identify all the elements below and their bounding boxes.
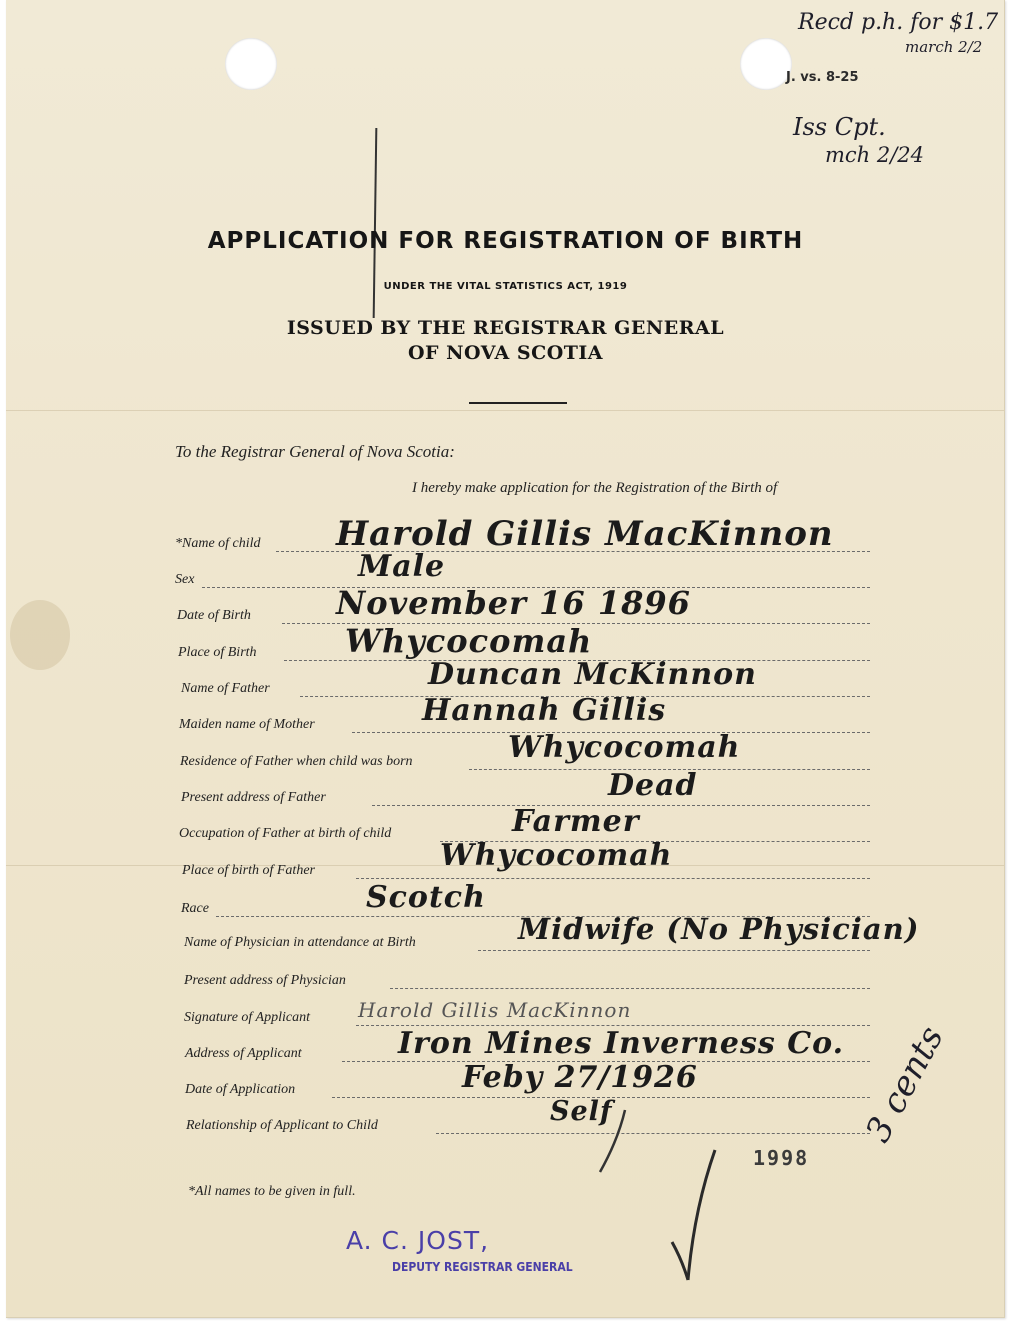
footnote: *All names to be given in full. <box>188 1184 356 1199</box>
field-value-father-name: Duncan McKinnon <box>428 657 757 692</box>
field-value-applicant-signature: Harold Gillis MacKinnon <box>358 998 632 1022</box>
issuer-line: ISSUED BY THE REGISTRAR GENERAL <box>286 317 725 339</box>
field-label-applicant-signature: Signature of Applicant <box>184 1010 310 1025</box>
field-label-date-of-birth: Date of Birth <box>177 608 251 623</box>
registration-number-stamp: 1998 <box>753 1146 810 1170</box>
field-label-father-birthplace: Place of birth of Father <box>182 863 315 878</box>
pencil-stroke <box>600 1110 625 1172</box>
field-value-father-address: Dead <box>608 768 698 803</box>
field-value-sex: Male <box>358 549 446 584</box>
field-line <box>390 988 870 989</box>
intro-text: I hereby make application for the Registration of the Birth of <box>412 480 778 496</box>
registrar-stamp-name: A. C. JOST, <box>346 1226 490 1255</box>
field-value-father-occupation: Farmer <box>512 804 640 839</box>
issuer-jurisdiction: OF NOVA SCOTIA <box>407 342 604 364</box>
field-value-child-name: Harold Gillis MacKinnon <box>336 514 834 554</box>
form-code: J. vs. 8-25 <box>786 70 859 85</box>
paper-stain <box>10 600 70 670</box>
field-label-physician-address: Present address of Physician <box>184 973 346 988</box>
field-value-place-of-birth: Whycocomah <box>345 622 593 660</box>
title-divider <box>469 402 567 404</box>
form-title: APPLICATION FOR REGISTRATION OF BIRTH <box>207 228 804 254</box>
checkmark-stroke <box>688 1150 715 1280</box>
punch-hole <box>740 38 792 90</box>
registrar-stamp-title: DEPUTY REGISTRAR GENERAL <box>392 1260 573 1274</box>
field-value-race: Scotch <box>366 880 486 915</box>
field-value-application-date: Feby 27/1926 <box>462 1060 698 1095</box>
field-value-father-residence: Whycocomah <box>508 730 741 765</box>
field-label-father-name: Name of Father <box>181 681 270 696</box>
field-line <box>356 878 870 879</box>
field-label-mother-maiden-name: Maiden name of Mother <box>179 717 315 732</box>
field-value-date-of-birth: November 16 1896 <box>336 584 691 622</box>
field-value-applicant-address: Iron Mines Inverness Co. <box>398 1026 845 1061</box>
field-value-physician-name: Midwife (No Physician) <box>518 912 920 946</box>
field-label-father-address: Present address of Father <box>181 790 326 805</box>
field-label-race: Race <box>181 901 209 916</box>
field-label-father-occupation: Occupation of Father at birth of child <box>179 826 392 841</box>
punch-hole <box>225 38 277 90</box>
form-subtitle: UNDER THE VITAL STATISTICS ACT, 1919 <box>383 281 628 292</box>
handwritten-cents-note: 3 cents <box>858 1019 952 1149</box>
pencil-marks <box>590 1100 1010 1290</box>
field-label-child-name: *Name of child <box>175 536 261 551</box>
field-label-sex: Sex <box>175 572 195 587</box>
field-value-mother-maiden-name: Hannah Gillis <box>422 693 667 728</box>
field-line <box>478 950 870 951</box>
field-label-physician-name: Name of Physician in attendance at Birth <box>184 935 416 950</box>
handwritten-receipt-note: Recd p.h. for $1.7 <box>798 10 999 35</box>
handwritten-issued-note: Iss Cpt. <box>793 113 886 141</box>
field-label-application-date: Date of Application <box>185 1082 296 1097</box>
handwritten-issued-date: mch 2/24 <box>825 143 925 167</box>
checkmark-stroke <box>672 1242 688 1280</box>
field-label-applicant-address: Address of Applicant <box>185 1046 302 1061</box>
field-label-place-of-birth: Place of Birth <box>178 645 257 660</box>
salutation: To the Registrar General of Nova Scotia: <box>175 442 455 461</box>
field-label-relationship: Relationship of Applicant to Child <box>186 1118 378 1133</box>
field-value-father-birthplace: Whycocomah <box>440 838 673 873</box>
paper-fold <box>6 410 1004 411</box>
field-value-relationship: Self <box>550 1096 613 1127</box>
handwritten-receipt-date: march 2/2 <box>905 38 983 56</box>
field-label-father-residence: Residence of Father when child was born <box>180 754 413 769</box>
